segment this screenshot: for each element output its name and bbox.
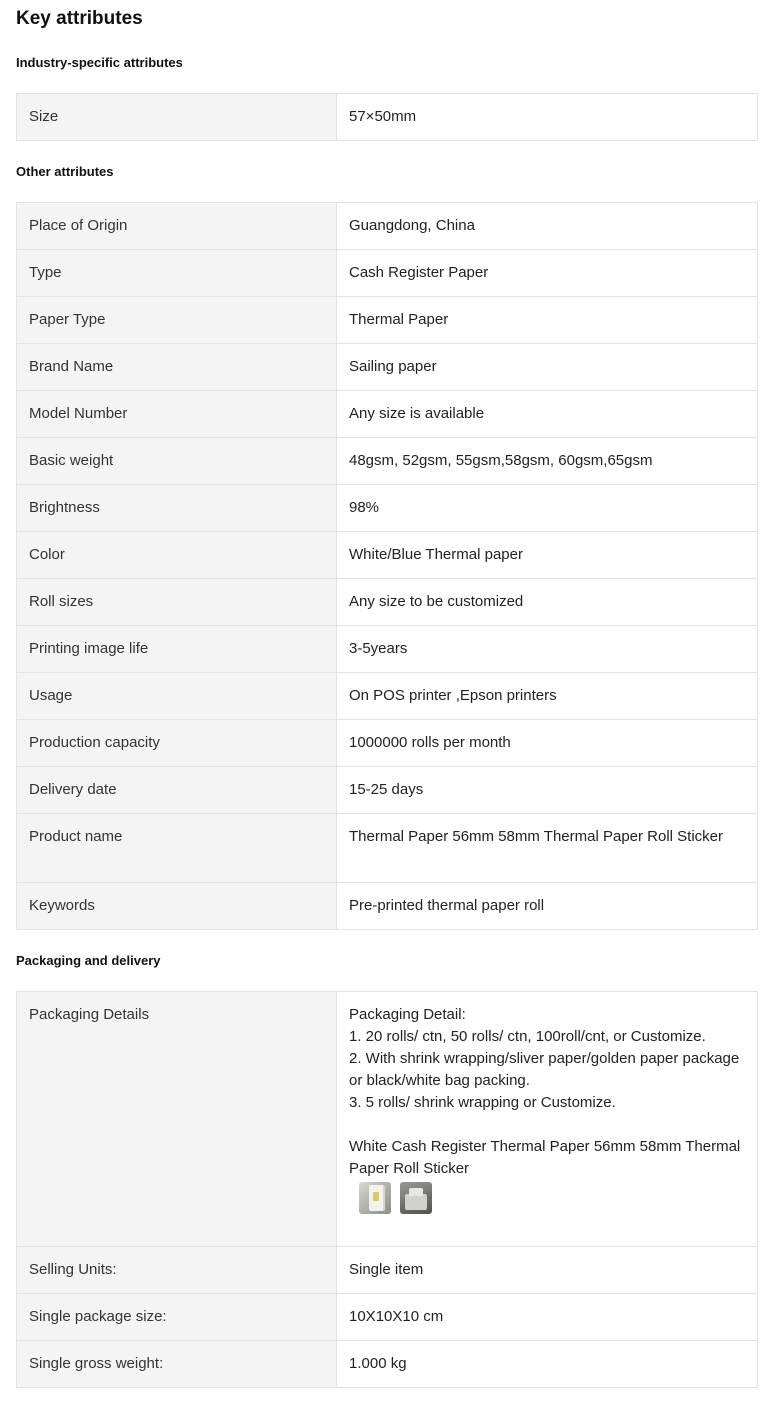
attribute-value: Thermal Paper	[337, 297, 758, 344]
attribute-value-cell	[337, 992, 758, 1247]
attribute-value: 57×50mm	[337, 94, 758, 141]
attribute-label: Size	[17, 94, 337, 141]
packaging-details-text: Packaging Detail: 1. 20 rolls/ ctn, 50 rolls/ ctn, 100roll/cnt, or Customize. 2. With shrink wrapping/sliver paper/golden paper package or black/white bag packing. 3. 5 rolls/ shrink wrapping or Customize. White Cash Register Thermal Paper 56mm 58mm Thermal Paper Roll Sticker	[349, 1006, 741, 1177]
table-row	[17, 485, 758, 532]
attribute-value: Pre-printed thermal paper roll	[337, 883, 758, 930]
attribute-label: Single package size:	[17, 1294, 337, 1341]
attribute-value: 1.000 kg	[337, 1341, 758, 1388]
table-row	[17, 1341, 758, 1388]
attribute-label: Model Number	[17, 391, 337, 438]
table-row	[17, 1247, 758, 1294]
attribute-value: Any size is available	[337, 391, 758, 438]
page-title: Key attributes	[16, 8, 143, 29]
table-row	[17, 344, 758, 391]
other-attributes-table	[16, 202, 758, 930]
table-row	[17, 767, 758, 814]
section-title-industry: Industry-specific attributes	[16, 55, 183, 70]
attribute-value: Thermal Paper 56mm 58mm Thermal Paper Roll Sticker	[337, 814, 758, 883]
attribute-value: 48gsm, 52gsm, 55gsm,58gsm, 60gsm,65gsm	[337, 438, 758, 485]
table-row	[17, 579, 758, 626]
attribute-value: 10X10X10 cm	[337, 1294, 758, 1341]
packaging-attributes-table	[16, 991, 758, 1388]
attribute-value: Single item	[337, 1247, 758, 1294]
attribute-label: Brand Name	[17, 344, 337, 391]
table-row	[17, 532, 758, 579]
attribute-label: Printing image life	[17, 626, 337, 673]
industry-attributes-table	[16, 93, 758, 141]
attribute-value: White/Blue Thermal paper	[337, 532, 758, 579]
attribute-value: 98%	[337, 485, 758, 532]
package-box-thumbnail[interactable]	[400, 1182, 432, 1214]
attribute-label: Place of Origin	[17, 203, 337, 250]
attribute-value: Cash Register Paper	[337, 250, 758, 297]
attribute-label: Brightness	[17, 485, 337, 532]
attribute-label: Packaging Details	[17, 992, 337, 1247]
table-row	[17, 673, 758, 720]
attribute-value: 1000000 rolls per month	[337, 720, 758, 767]
table-row	[17, 883, 758, 930]
attribute-label: Production capacity	[17, 720, 337, 767]
table-row	[17, 720, 758, 767]
table-row	[17, 297, 758, 344]
attribute-label: Roll sizes	[17, 579, 337, 626]
attribute-label: Selling Units:	[17, 1247, 337, 1294]
attribute-label: Color	[17, 532, 337, 579]
table-row	[17, 1294, 758, 1341]
attribute-label: Usage	[17, 673, 337, 720]
attribute-value: Any size to be customized	[337, 579, 758, 626]
attribute-label: Basic weight	[17, 438, 337, 485]
attribute-value: 15-25 days	[337, 767, 758, 814]
attribute-label: Type	[17, 250, 337, 297]
table-row	[17, 94, 758, 141]
table-row	[17, 814, 758, 883]
table-row	[17, 626, 758, 673]
table-row	[17, 391, 758, 438]
attribute-label: Paper Type	[17, 297, 337, 344]
table-row	[17, 438, 758, 485]
table-row	[17, 992, 758, 1247]
attribute-label: Product name	[17, 814, 337, 883]
table-row	[17, 250, 758, 297]
paper-roll-thumbnail[interactable]	[359, 1182, 391, 1214]
attribute-value: Guangdong, China	[337, 203, 758, 250]
section-title-packaging: Packaging and delivery	[16, 953, 161, 968]
attribute-label: Single gross weight:	[17, 1341, 337, 1388]
attribute-label: Keywords	[17, 883, 337, 930]
attribute-value: 3-5years	[337, 626, 758, 673]
attribute-value: On POS printer ,Epson printers	[337, 673, 758, 720]
product-thumbnails	[349, 1182, 745, 1214]
attribute-value: Sailing paper	[337, 344, 758, 391]
section-title-other: Other attributes	[16, 164, 114, 179]
table-row	[17, 203, 758, 250]
attribute-label: Delivery date	[17, 767, 337, 814]
